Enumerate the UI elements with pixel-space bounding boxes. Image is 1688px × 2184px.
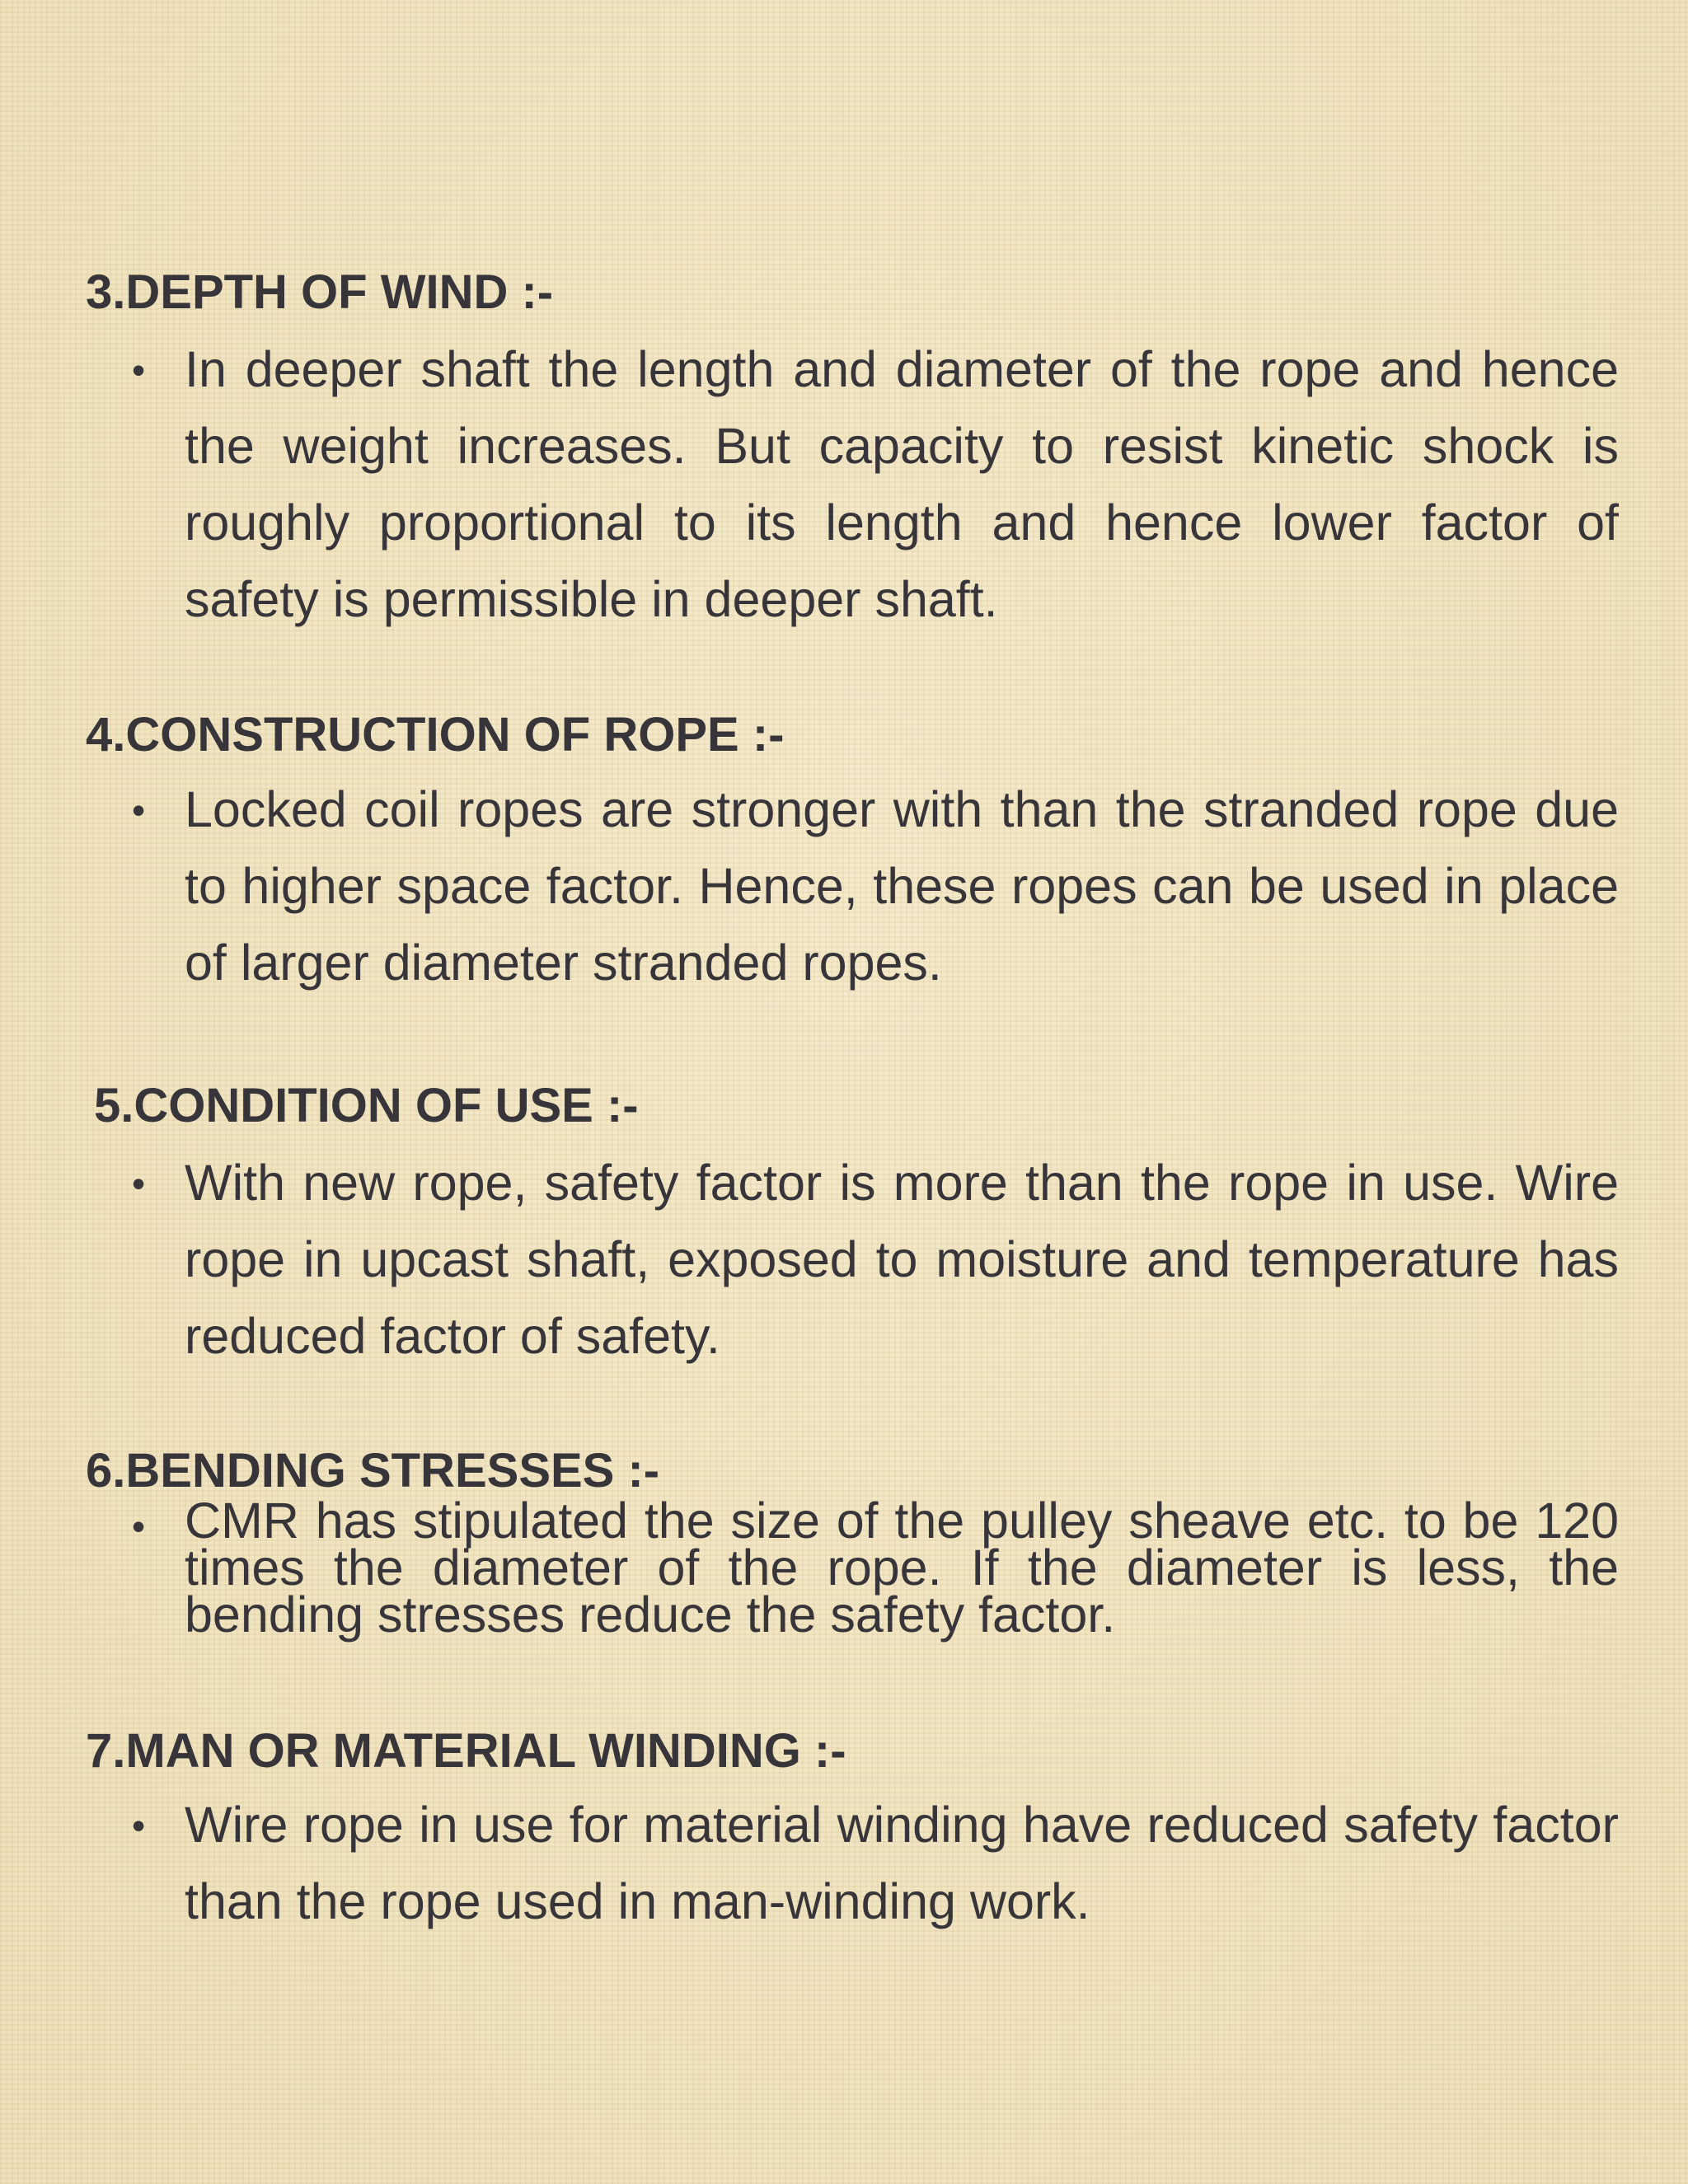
section-heading: 4.CONSTRUCTION OF ROPE :-	[86, 708, 785, 762]
section-text: Locked coil ropes are stronger with than the stranded rope due to higher space factor. Hence, these ropes can be used in place of larger diameter stranded ropes.	[185, 781, 1619, 991]
section-heading: 5.CONDITION OF USE :-	[94, 1079, 639, 1132]
bullet-icon: •	[132, 1162, 146, 1205]
section-heading: 3.DEPTH OF WIND :-	[86, 265, 554, 319]
section-heading: 7.MAN OR MATERIAL WINDING :-	[86, 1724, 846, 1778]
section-text: CMR has stipulated the size of the pulley sheave etc. to be 120 times the diameter of the rope. If the diameter is less, the bending stresses reduce the safety factor.	[185, 1493, 1619, 1643]
bullet-icon: •	[132, 349, 146, 391]
bullet-icon: •	[132, 789, 146, 832]
section-text: In deeper shaft the length and diameter of the rope and hence the weight increases. But capacity to resist kinetic shock is roughly proportional to its length and hence lower factor of safety is permissible in deeper shaft.	[185, 341, 1619, 627]
section-text: Wire rope in use for material winding have reduced safety factor than the rope used in man-winding work.	[185, 1797, 1619, 1929]
section-heading: 6.BENDING STRESSES :-	[86, 1444, 660, 1497]
section-text: With new rope, safety factor is more than the rope in use. Wire rope in upcast shaft, exposed to moisture and temperature has reduced factor of safety.	[185, 1155, 1619, 1364]
bullet-icon: •	[132, 1505, 146, 1548]
bullet-icon: •	[132, 1804, 146, 1847]
